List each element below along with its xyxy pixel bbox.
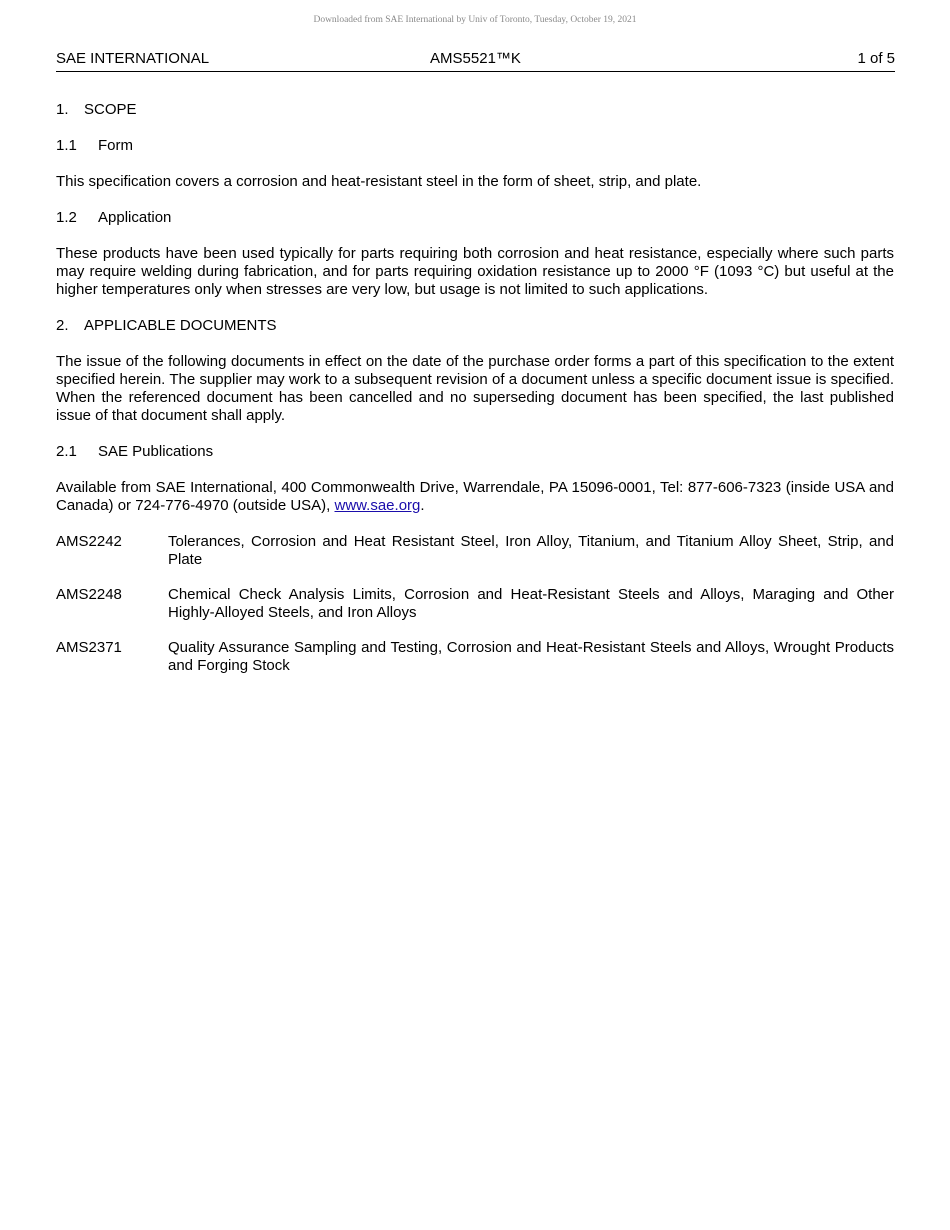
sae-website-link[interactable]: www.sae.org — [334, 497, 421, 514]
availability-text: Available from SAE International, 400 Commonwealth Drive, Warrendale, PA 15096-0001, Tel: 877-606-7323 (inside USA and Canada) or 724-776-4970 (outside USA), — [56, 479, 894, 514]
page-header — [56, 48, 895, 72]
section-heading-applicable-documents — [56, 317, 894, 335]
section-number: 1.2 — [56, 209, 77, 226]
section-heading-application — [56, 209, 894, 227]
section-number: 1. — [56, 101, 69, 118]
section-title: SAE Publications — [98, 443, 214, 460]
header-page-number: 1 of 5 — [857, 50, 895, 67]
section-heading-scope — [56, 101, 894, 119]
reference-item — [56, 639, 894, 675]
form-paragraph: This specification covers a corrosion and heat-resistant steel in the form of sheet, strip, and plate. — [56, 173, 702, 190]
header-publisher: SAE INTERNATIONAL — [56, 50, 210, 67]
section-number: 1.1 — [56, 137, 77, 154]
section-heading-sae-publications — [56, 443, 894, 461]
section-number: 2.1 — [56, 443, 77, 460]
reference-code: AMS2242 — [56, 533, 122, 550]
section-title: Form — [98, 137, 133, 154]
reference-description: Tolerances, Corrosion and Heat Resistant Steel, Iron Alloy, Titanium, and Titanium Alloy Sheet, Strip, and Plate — [168, 533, 894, 568]
section-number: 2. — [56, 317, 69, 334]
application-paragraph: These products have been used typically for parts requiring both corrosion and heat resistance, especially where such parts may require welding during fabrication, and for parts requiring oxidation resistance up to 2000 °F (1093 °C) but useful at the higher temperatures only when stresses are very low, but usage is not limited to such applications. — [56, 245, 894, 298]
reference-item — [56, 533, 894, 569]
section-heading-form — [56, 137, 894, 155]
reference-code: AMS2248 — [56, 586, 122, 603]
applicable-documents-paragraph: The issue of the following documents in effect on the date of the purchase order forms a part of this specification to the extent specified herein. The supplier may work to a subsequent revision of a document unless a specific document issue is specified. When the referenced document has been cancelled and no superseding document has been specified, the last published issue of that document shall apply. — [56, 353, 894, 424]
section-title: APPLICABLE DOCUMENTS — [84, 317, 277, 334]
section-title: SCOPE — [84, 101, 137, 118]
reference-item — [56, 586, 894, 622]
header-doc-number: AMS5521™K — [430, 50, 521, 67]
document-body — [56, 101, 894, 692]
reference-code: AMS2371 — [56, 639, 122, 656]
section-title: Application — [98, 209, 172, 226]
sae-publications-paragraph — [56, 479, 894, 515]
download-watermark: Downloaded from SAE International by Univ of Toronto, Tuesday, October 19, 2021 — [313, 15, 637, 25]
availability-text-end: . — [420, 497, 425, 514]
reference-description: Quality Assurance Sampling and Testing, Corrosion and Heat-Resistant Steels and Alloys, Wrought Products and Forging Stock — [168, 639, 894, 674]
reference-description: Chemical Check Analysis Limits, Corrosion and Heat-Resistant Steels and Alloys, Maraging and Other Highly-Alloyed Steels, and Iron Alloys — [168, 586, 894, 621]
